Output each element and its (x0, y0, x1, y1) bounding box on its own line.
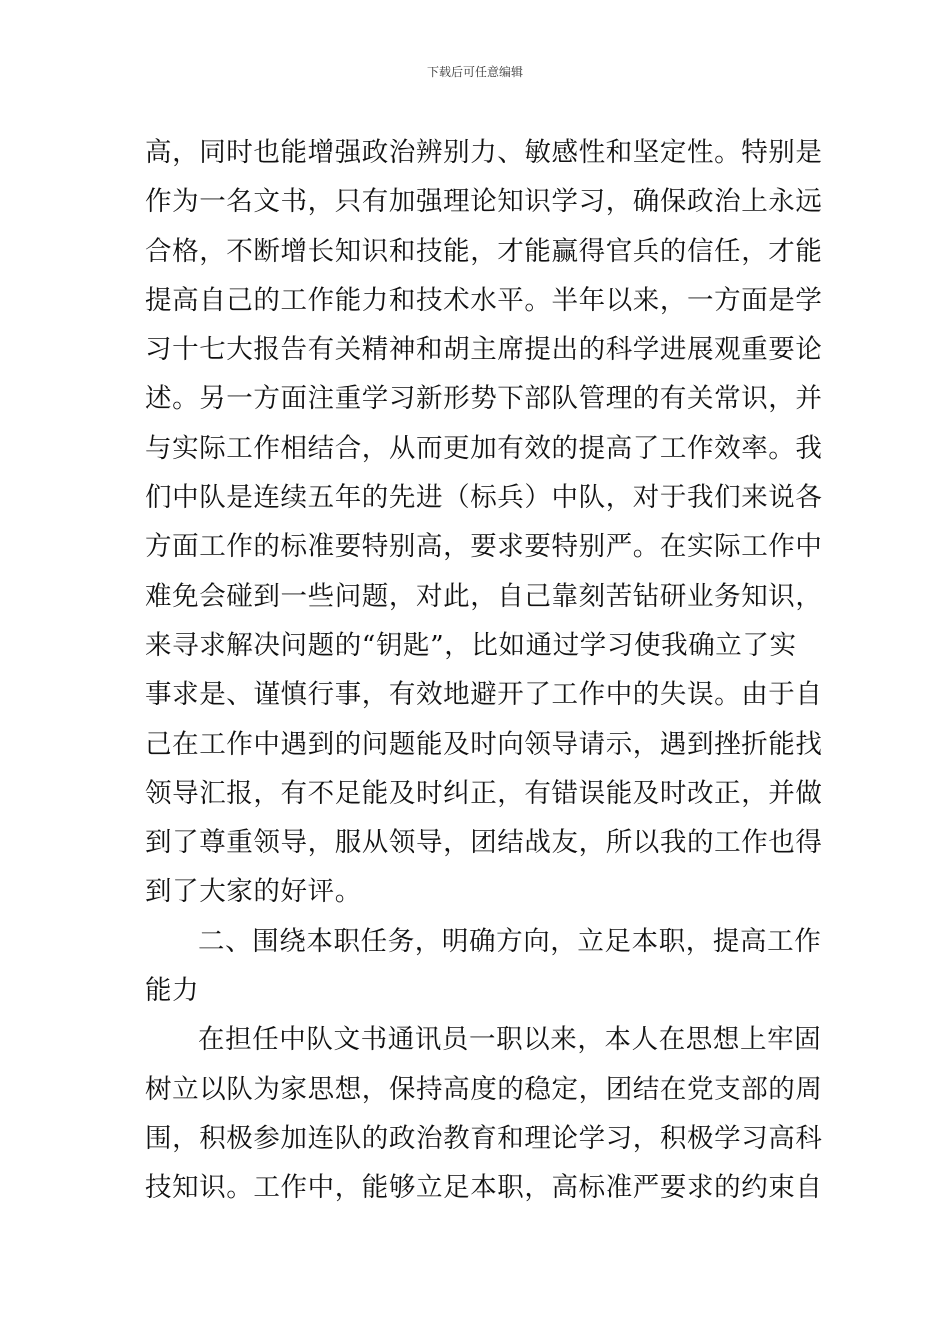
paragraph-start: 在担任中队文书通讯员一职以来，本人在思想上牢固 (198, 1024, 822, 1056)
page-header: 下载后可任意编辑 (426, 65, 523, 79)
text-line: 到了大家的好评。 (145, 876, 362, 908)
text-line: 方面工作的标准要特别高，要求要特别严。在实际工作中 (145, 531, 823, 563)
text-line: 述。另一方面注重学习新形势下部队管理的有关常识，并 (145, 383, 823, 415)
text-line: 己在工作中遇到的问题能及时向领导请示，遇到挫折能找 (145, 728, 823, 760)
text-line: 与实际工作相结合，从而更加有效的提高了工作效率。我 (145, 432, 823, 464)
text-line: 到了尊重领导，服从领导，团结战友，所以我的工作也得 (145, 827, 823, 859)
text-line: 技知识。工作中，能够立足本职，高标准严要求的约束自 (145, 1172, 823, 1204)
text-line: 提高自己的工作能力和技术水平。半年以来，一方面是学 (145, 284, 823, 316)
text-line: 来寻求解决问题的“钥匙”，比如通过学习使我确立了实 (145, 629, 797, 661)
text-line: 事求是、谨慎行事，有效地避开了工作中的失误。由于自 (145, 679, 823, 711)
text-line: 高，同时也能增强政治辨别力、敏感性和坚定性。特别是 (145, 137, 823, 168)
text-line: 领导汇报，有不足能及时纠正，有错误能及时改正，并做 (145, 777, 823, 809)
text-line: 习十七大报告有关精神和胡主席提出的科学进展观重要论 (145, 334, 823, 366)
section-heading: 二、围绕本职任务，明确方向，立足本职，提高工作 (198, 925, 822, 957)
text-line: 作为一名文书，只有加强理论知识学习，确保政治上永远 (145, 186, 823, 218)
section-heading-continued: 能力 (145, 975, 200, 1007)
text-line: 难免会碰到一些问题，对此，自己靠刻苦钻研业务知识， (145, 580, 823, 612)
text-line: 围，积极参加连队的政治教育和理论学习，积极学习高科 (145, 1122, 823, 1154)
text-line: 合格，不断增长知识和技能，才能赢得官兵的信任，才能 (145, 235, 823, 267)
text-line: 树立以队为家思想，保持高度的稳定，团结在党支部的周 (145, 1073, 823, 1105)
text-line: 们中队是连续五年的先进（标兵）中队，对于我们来说各 (145, 482, 823, 514)
document-body (145, 128, 823, 1213)
